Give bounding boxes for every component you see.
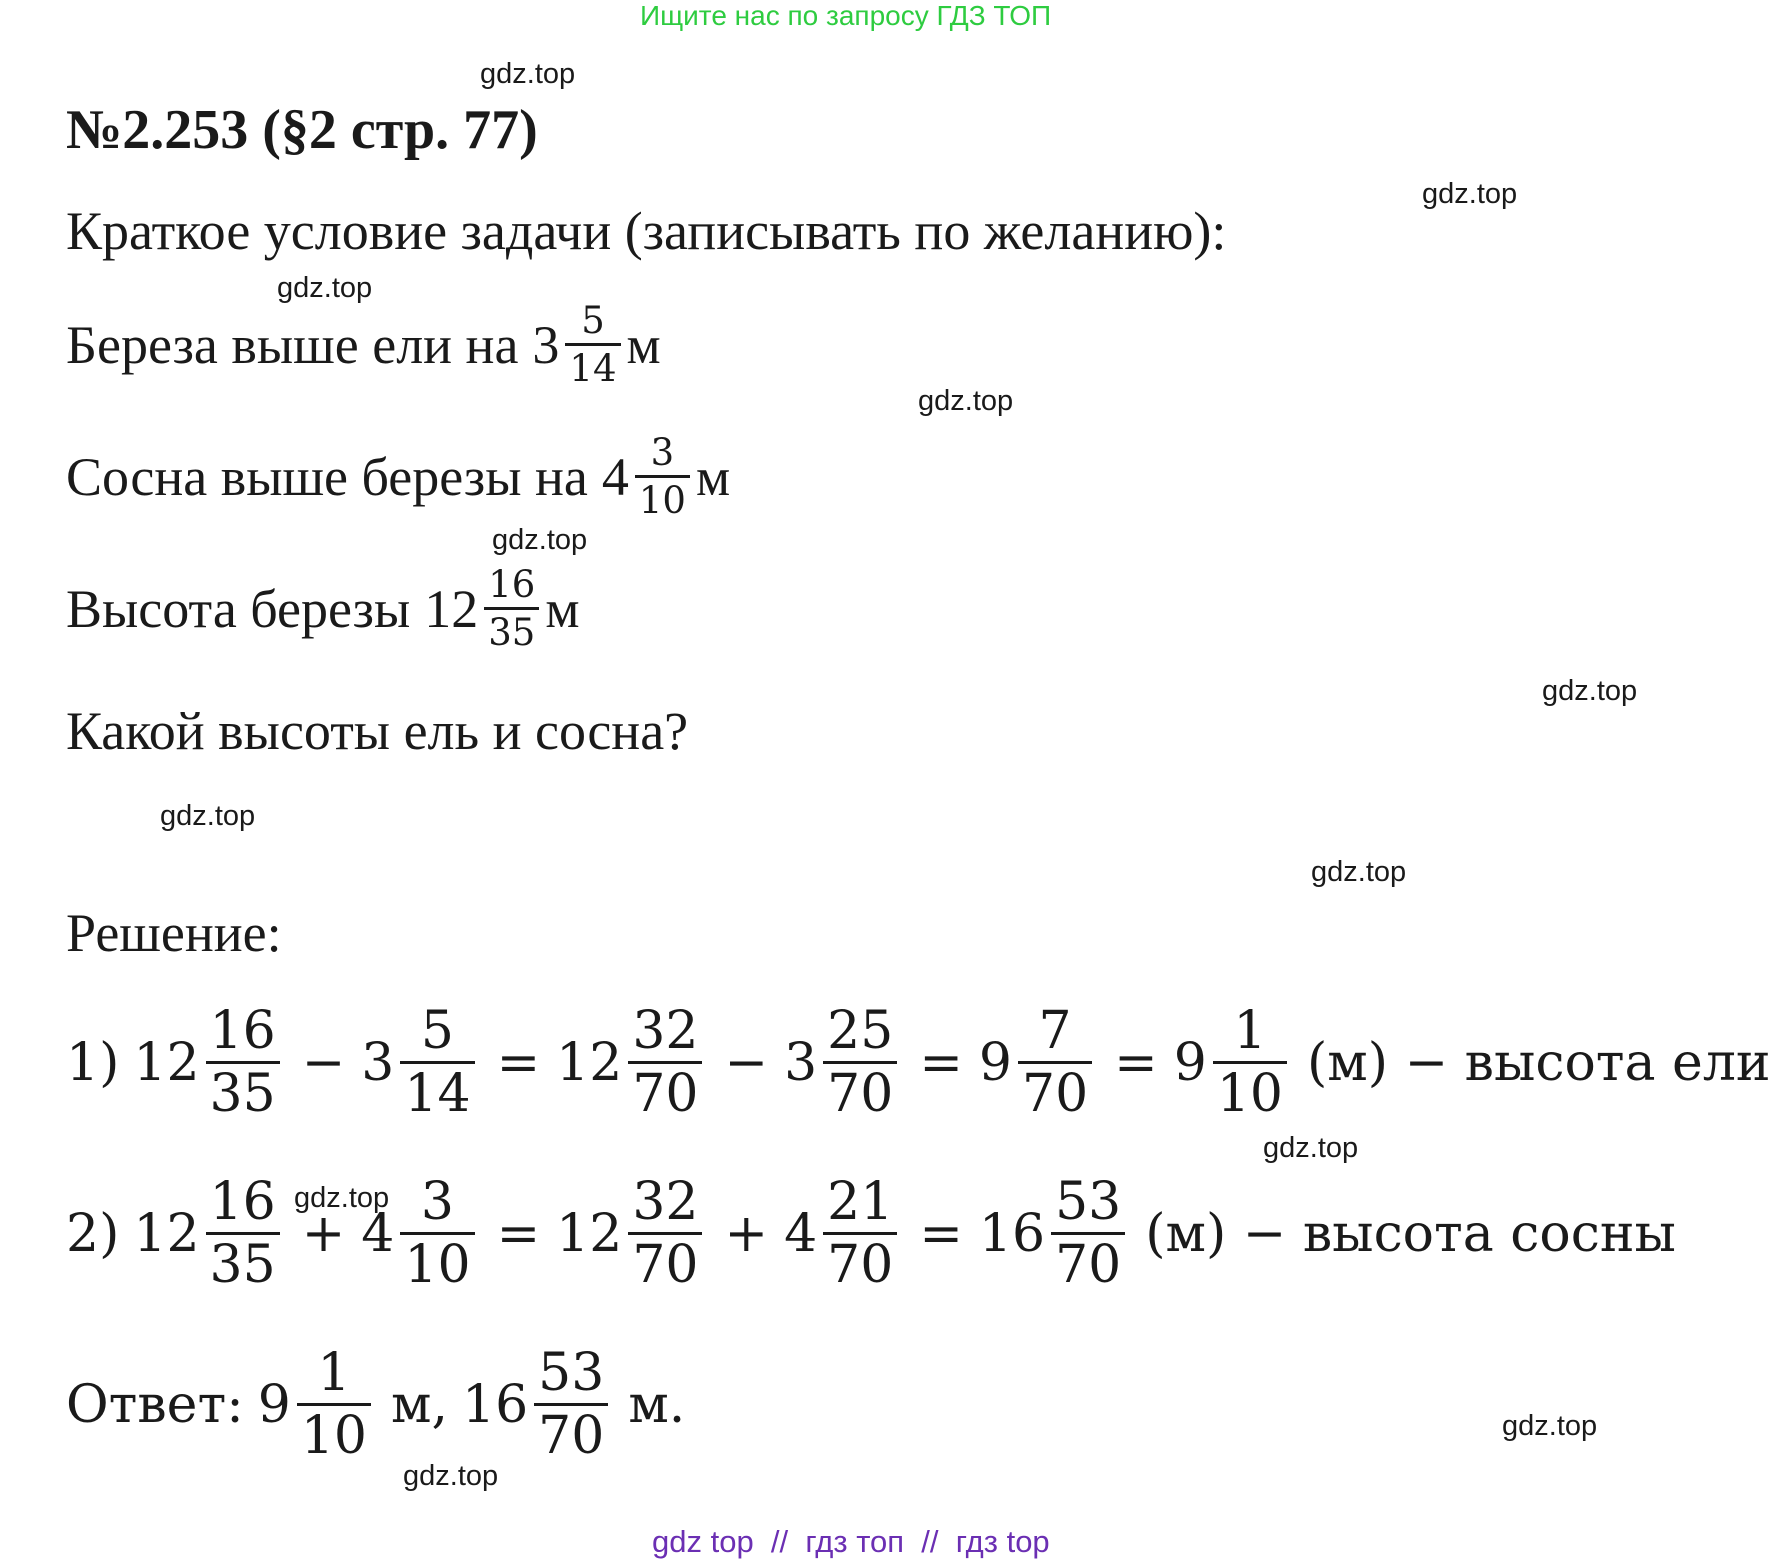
denominator: 70 [632, 1064, 699, 1124]
watermark: gdz.top [1502, 1410, 1598, 1442]
operator: − [301, 1032, 346, 1093]
fraction [534, 1343, 608, 1466]
watermark: gdz.top [492, 524, 588, 556]
numerator: 1 [317, 1343, 351, 1403]
denominator: 35 [488, 611, 536, 654]
equals-sign: = [1114, 1032, 1158, 1093]
whole-part: 12 [133, 1203, 200, 1264]
whole-part: 9 [1173, 1032, 1207, 1093]
whole-part: 9 [257, 1374, 291, 1435]
fraction [400, 1172, 474, 1295]
watermark: gdz.top [480, 58, 576, 90]
numerator: 53 [1055, 1172, 1122, 1232]
unit: м [545, 578, 580, 639]
denominator: 70 [827, 1064, 894, 1124]
fraction [635, 431, 690, 522]
condition-line-3 [66, 563, 580, 654]
denominator: 35 [209, 1064, 276, 1124]
denominator: 10 [1216, 1064, 1284, 1124]
answer-separator: м, [391, 1374, 448, 1435]
denominator: 14 [404, 1064, 471, 1124]
fraction [1018, 1001, 1092, 1124]
condition-heading [66, 200, 1226, 262]
whole-part: 16 [461, 1374, 529, 1435]
fraction [1213, 1001, 1287, 1124]
step-result-text: (м) − высота ели [1307, 1032, 1771, 1093]
whole-part: 4 [784, 1203, 818, 1264]
watermark: gdz.top [1542, 675, 1638, 707]
fraction [206, 1172, 280, 1295]
line-text: Береза выше ели на [66, 314, 519, 375]
answer-line [66, 1343, 686, 1466]
numerator: 16 [209, 1001, 276, 1061]
equals-sign: = [919, 1203, 963, 1264]
whole-part: 12 [556, 1032, 623, 1093]
numerator: 1 [1233, 1001, 1267, 1061]
question [66, 700, 688, 762]
fraction [823, 1001, 897, 1124]
fraction [1051, 1172, 1125, 1295]
condition-heading-text: Краткое условие задачи (записывать по желанию): [66, 201, 1227, 261]
numerator: 16 [488, 563, 536, 606]
equals-sign: = [496, 1032, 541, 1093]
fraction [628, 1001, 702, 1124]
numerator: 7 [1038, 1001, 1072, 1061]
question-text: Какой высоты ель и сосна? [66, 701, 689, 761]
fraction [823, 1172, 897, 1295]
line-text: Сосна выше березы на [66, 446, 588, 507]
watermark: gdz.top [160, 800, 256, 832]
denominator: 70 [1055, 1235, 1122, 1295]
solution-heading-text: Решение: [66, 903, 282, 963]
numerator: 5 [581, 299, 605, 342]
denominator: 70 [632, 1235, 699, 1295]
line-text: Высота березы [66, 578, 411, 639]
operator: + [301, 1203, 346, 1264]
whole-part: 3 [784, 1032, 818, 1093]
equals-sign: = [919, 1032, 963, 1093]
numerator: 32 [632, 1172, 699, 1232]
equals-sign: = [496, 1203, 541, 1264]
step-label: 1) [66, 1032, 120, 1093]
step-label: 2) [66, 1203, 120, 1264]
whole-part: 9 [978, 1032, 1012, 1093]
condition-line-1 [66, 299, 661, 390]
condition-line-2 [66, 431, 731, 522]
watermark: gdz.top [403, 1460, 499, 1492]
numerator: 21 [827, 1172, 894, 1232]
whole-part: 3 [361, 1032, 395, 1093]
denominator: 10 [638, 479, 686, 522]
denominator: 35 [209, 1235, 276, 1295]
numerator: 16 [209, 1172, 276, 1232]
denominator: 10 [404, 1235, 471, 1295]
whole-part: 4 [361, 1203, 395, 1264]
watermark: gdz.top [1263, 1132, 1359, 1164]
whole-part: 16 [978, 1203, 1046, 1264]
whole-part: 12 [133, 1032, 200, 1093]
fraction [565, 299, 620, 390]
solution-step-2 [66, 1172, 1676, 1295]
fraction [400, 1001, 474, 1124]
search-banner: Ищите нас по запросу ГДЗ ТОП [640, 0, 1052, 31]
problem-title: №2.253 (§2 стр. 77) [66, 99, 538, 161]
fraction [628, 1172, 702, 1295]
watermark: gdz.top [294, 1182, 390, 1214]
watermark: gdz.top [1311, 856, 1407, 888]
operator: − [724, 1032, 769, 1093]
footer-links: gdz top // гдз топ // гдз top [652, 1524, 1050, 1559]
whole-part: 4 [601, 446, 629, 507]
answer-label: Ответ: [66, 1374, 244, 1435]
denominator: 70 [538, 1406, 605, 1466]
numerator: 5 [420, 1001, 455, 1061]
solution-heading [66, 902, 282, 964]
numerator: 53 [538, 1343, 605, 1403]
watermark: gdz.top [277, 272, 373, 304]
watermark: gdz.top [918, 385, 1014, 417]
unit: м [695, 446, 731, 507]
step-result-text: (м) − высота сосны [1145, 1203, 1676, 1264]
denominator: 70 [827, 1235, 894, 1295]
denominator: 14 [569, 347, 617, 390]
numerator: 3 [650, 431, 675, 474]
unit: м [626, 314, 661, 375]
fraction [297, 1343, 371, 1466]
watermark: gdz.top [1422, 178, 1518, 210]
numerator: 25 [827, 1001, 894, 1061]
whole-part: 12 [424, 578, 479, 639]
operator: + [724, 1203, 769, 1264]
whole-part: 12 [556, 1203, 623, 1264]
whole-part: 3 [532, 314, 560, 375]
denominator: 10 [300, 1406, 367, 1466]
numerator: 3 [420, 1172, 455, 1232]
fraction [484, 563, 539, 654]
solution-step-1 [66, 1001, 1771, 1124]
fraction [206, 1001, 280, 1124]
answer-unit: м. [628, 1374, 686, 1435]
denominator: 70 [1022, 1064, 1089, 1124]
numerator: 32 [632, 1001, 699, 1061]
